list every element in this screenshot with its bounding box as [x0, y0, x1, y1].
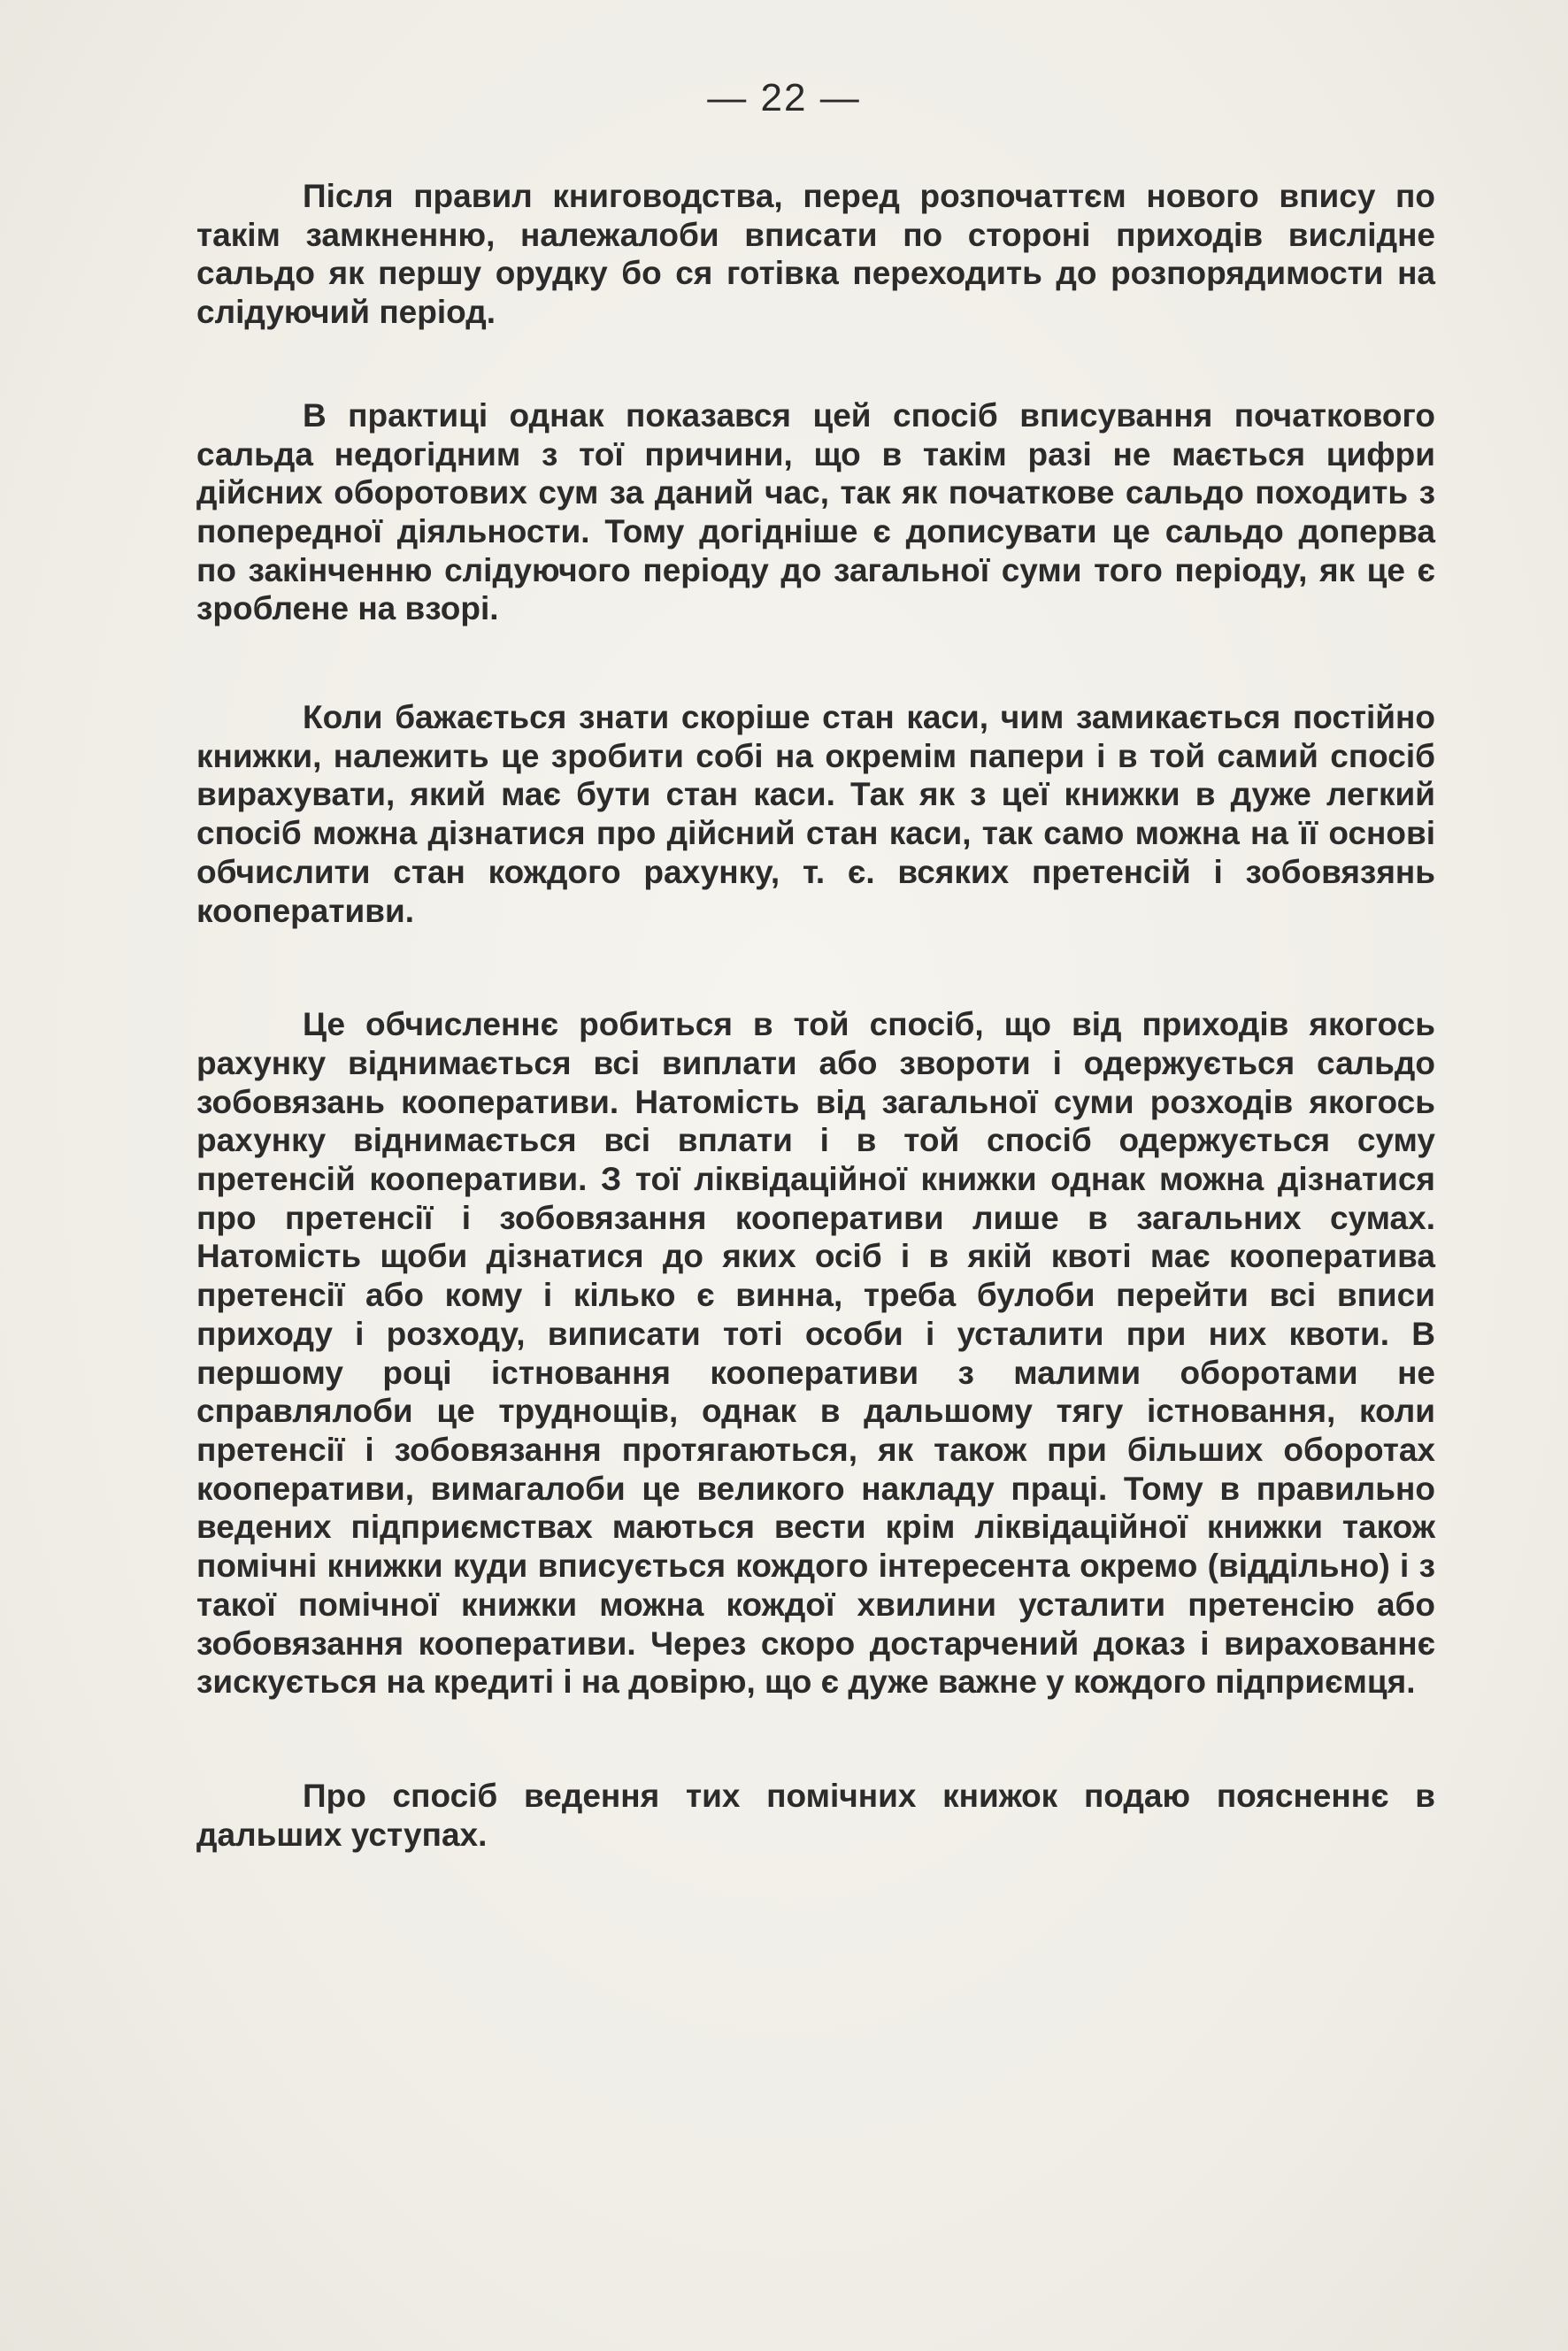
paragraph-4: Це обчисленнє робиться в той спосіб, що від приходів якогось рахунку віднимається всі виплати або звороти і одержується сальдо зобовязань кооперативи. Натомість від загальної суми розходів якогось рахунку віднимається всі вплати і в той спосіб одержується суму претенсій кооперативи. З тої ліквідаційної книжки однак можна дізнатися про претенсії і зобовязання кооперативи лише в загальних сумах. Натомість щоби дізнатися до яких осіб і в якій квоті має кооператива претенсії або кому і кілько є винна, треба булоби перейти всі вписи приходу і розходу, виписати тоті особи і усталити при них квоти. В першому році істновання кооперативи з малими оборотами не справлялоби це труднощів, однак в дальшому тягу істновання, коли претенсії і зобовязання протягаються, як також при більших оборотах кооперативи, вимагалоби це великого накладу праці. Тому в правильно ведених підприємствах маються вести крім ліквідаційної книжки також помічні книжки куди вписується кождого інтересента окремо (віддільно) і з такої помічної книжки можна кождої хвилини усталити претенсію або зобовязання кооперативи. Через скоро достарчений доказ і вирахованнє зискується на кредиті і на довірю, що є дуже важне у кождого підприємця. — [196, 1006, 1435, 1701]
page-body — [196, 177, 1435, 1854]
paragraph-1: Після правил книговодства, перед розпочаттєм нового впису по такім замкненню, належалоби вписати по стороні приходів вислідне сальдо як першу орудку бо ся готівка переходить до розпорядимости на слідуючий період. — [196, 178, 1435, 331]
paragraph-5: Про спосіб ведення тих помічних книжок подаю поясненнє в дальших уступах. — [196, 1777, 1435, 1853]
paragraph-2: В практиці однак показався цей спосіб вписування початкового сальда недогідним з тої причини, що в такім разі не мається цифри дійсних оборотових сум за даний час, так як початкове сальдо походить з попередної діяльности. Тому догідніше є дописувати це сальдо доперва по закінченню слідуючого періоду до загальної суми того періоду, як це є зроблене на взорі. — [196, 396, 1435, 627]
paragraph-3: Коли бажається знати скоріше стан каси, чим замикається постійно книжки, належить це зробити собі на окремім папери і в той самий спосіб вирахувати, який має бути стан каси. Так як з цеї книжки в дуже легкий спосіб можна дізнатися про дійсний стан каси, так само можна на її основі обчислити стан кождого рахунку, т. є. всяких претенсій і зобовязянь кооперативи. — [196, 699, 1435, 929]
page-number: — 22 — — [707, 76, 861, 119]
